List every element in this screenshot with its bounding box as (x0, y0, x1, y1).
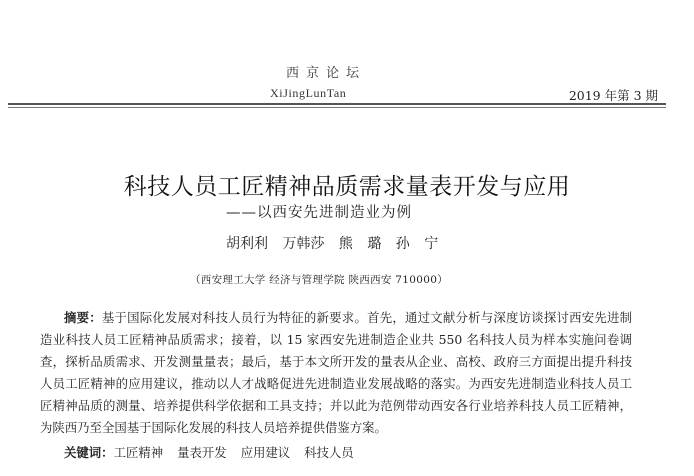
header-rule-thick (8, 103, 666, 105)
keywords (64, 443, 354, 461)
abstract-label: 摘要： (64, 310, 102, 325)
article-title: 科技人员工匠精神品质需求量表开发与应用 (123, 174, 571, 200)
article-subtitle: ——以西安先进制造业为例 (226, 205, 412, 221)
journal-name-en: XiJingLunTan (270, 86, 347, 100)
author-list: 胡利利 万韩莎 熊 璐 孙 宁 (226, 236, 439, 252)
author-affiliation: （西安理工大学 经济与管理学院 陕西西安 710000） (190, 274, 448, 286)
keywords-label: 关键词： (64, 445, 114, 460)
issue-number: 2019 年第 3 期 (568, 88, 658, 103)
header-rule-thin (8, 107, 666, 108)
journal-name-cn: 西京论坛 (286, 66, 367, 81)
abstract (40, 307, 632, 439)
keywords-list: 工匠精神 量表开发 应用建议 科技人员 (113, 445, 354, 460)
abstract-text: 基于国际化发展对科技人员行为特征的新要求。首先，通过文献分析与深度访谈探讨西安先进制造业科技人员工匠精神品质需求；接着，以 15 家西安先进制造企业共 550 名科技人员为样本实施问卷调查，探析品质需求、开发测量量表；最后，基于本文所开发的量表从企业、高校、政府三方面提出提升科技人员工匠精神的应用建议，推动以人才战略促进先进制造业发展战略的落实。为西安先进制造业科技人员工匠精神品质的测量、培养提供科学依据和工具支持；并以此为范例带动西安各行业培养科技人员工匠精神，为陕西乃至全国基于国际化发展的科技人员培养提供借鉴方案。 (40, 310, 633, 435)
